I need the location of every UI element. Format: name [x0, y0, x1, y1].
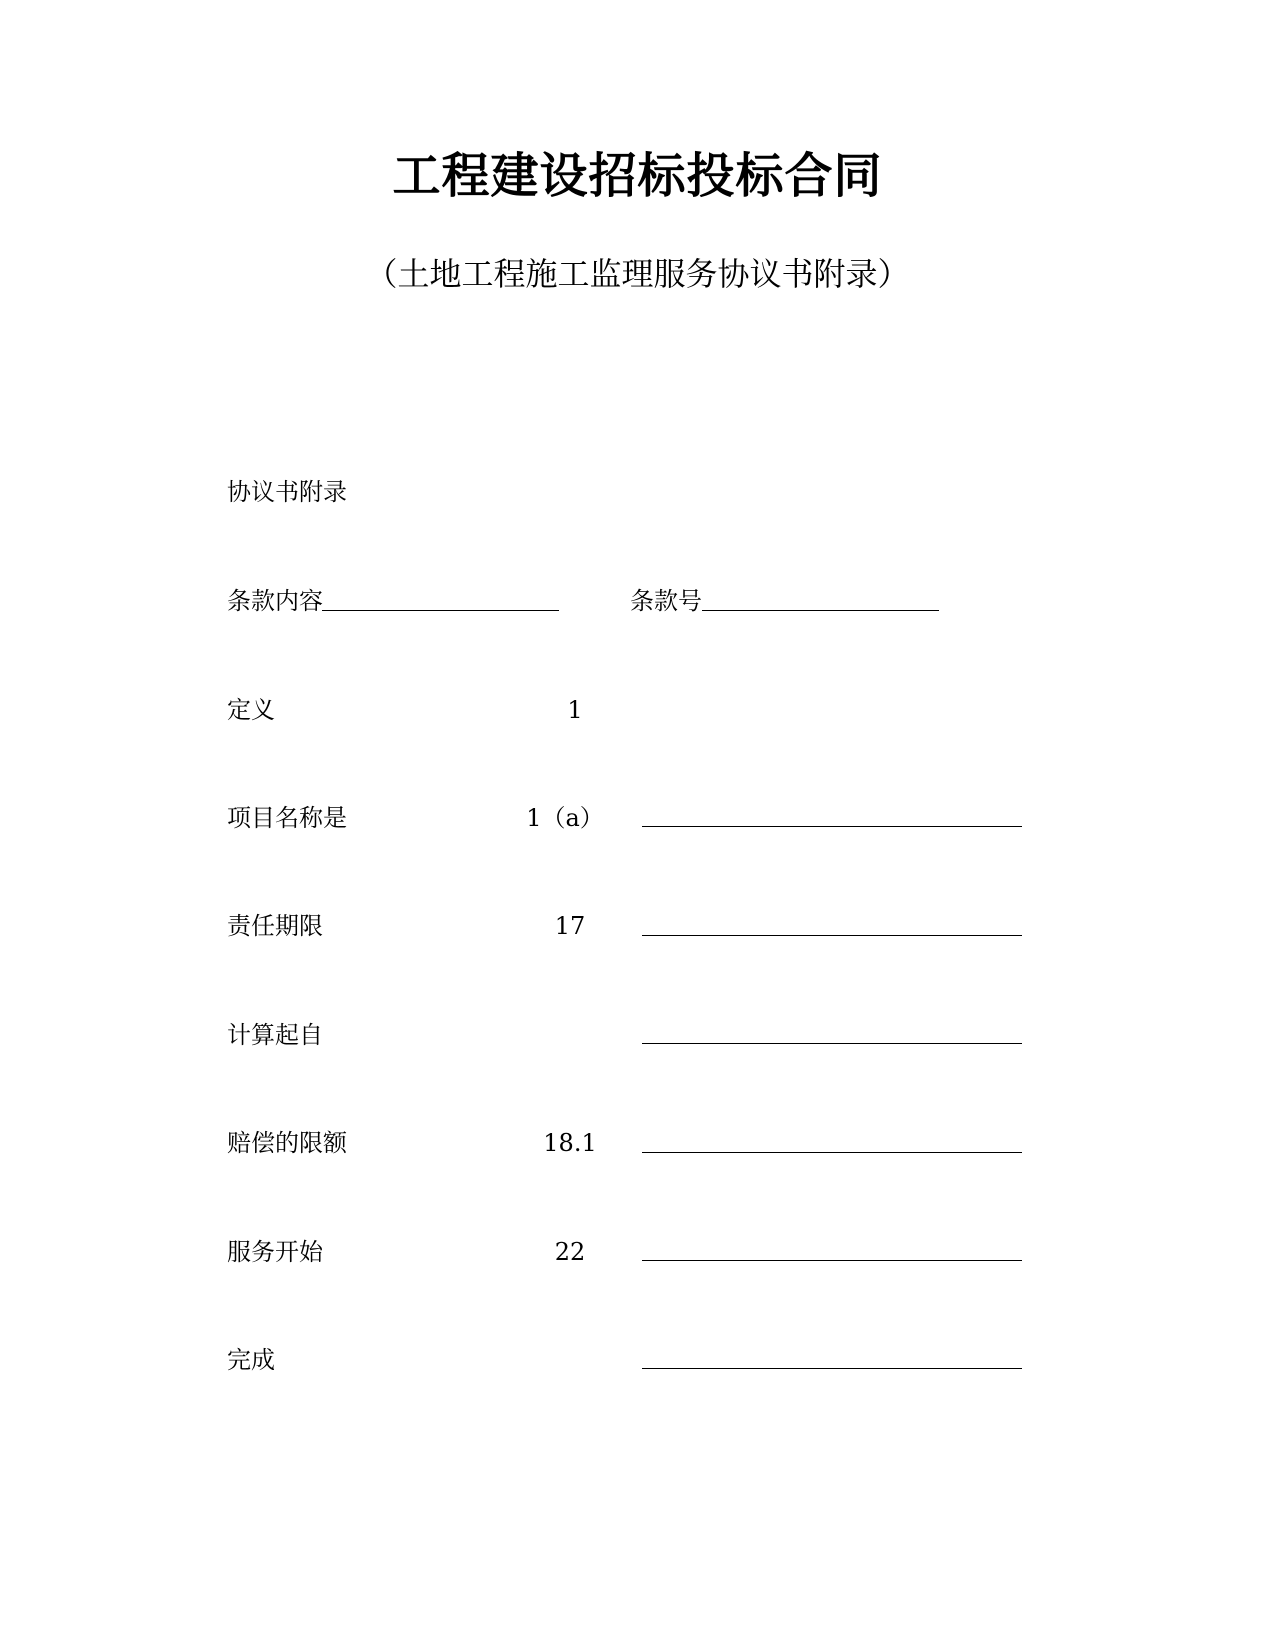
clause-number-blank[interactable] — [702, 610, 939, 611]
service-start-blank[interactable] — [642, 1260, 1022, 1261]
section-heading: 协议书附录 — [227, 478, 347, 506]
liability-period-blank[interactable] — [642, 935, 1022, 936]
completion-blank[interactable] — [642, 1368, 1022, 1369]
row-label-liability-period: 责任期限 — [227, 912, 323, 940]
clause-number-label: 条款号 — [630, 587, 702, 615]
row-clause-liability-period: 17 — [554, 912, 586, 940]
row-label-service-start: 服务开始 — [227, 1238, 323, 1266]
row-label-compensation-limit: 赔偿的限额 — [227, 1129, 347, 1157]
document-title: 工程建设招标投标合同 — [392, 148, 883, 204]
row-label-definition: 定义 — [227, 696, 275, 724]
row-clause-project-name: 1（a） — [526, 804, 604, 832]
clause-content-blank[interactable] — [322, 610, 559, 611]
compensation-limit-blank[interactable] — [642, 1152, 1022, 1153]
row-clause-definition: 1 — [567, 696, 583, 724]
row-label-calculated-from: 计算起自 — [227, 1021, 323, 1049]
row-label-project-name: 项目名称是 — [227, 804, 347, 832]
row-label-completion: 完成 — [227, 1346, 275, 1374]
project-name-blank[interactable] — [642, 826, 1022, 827]
document-subtitle: （土地工程施工监理服务协议书附录） — [365, 255, 910, 293]
calculated-from-blank[interactable] — [642, 1043, 1022, 1044]
row-clause-compensation-limit: 18.1 — [543, 1129, 597, 1157]
clause-content-label: 条款内容 — [227, 587, 323, 615]
row-clause-service-start: 22 — [554, 1238, 586, 1266]
